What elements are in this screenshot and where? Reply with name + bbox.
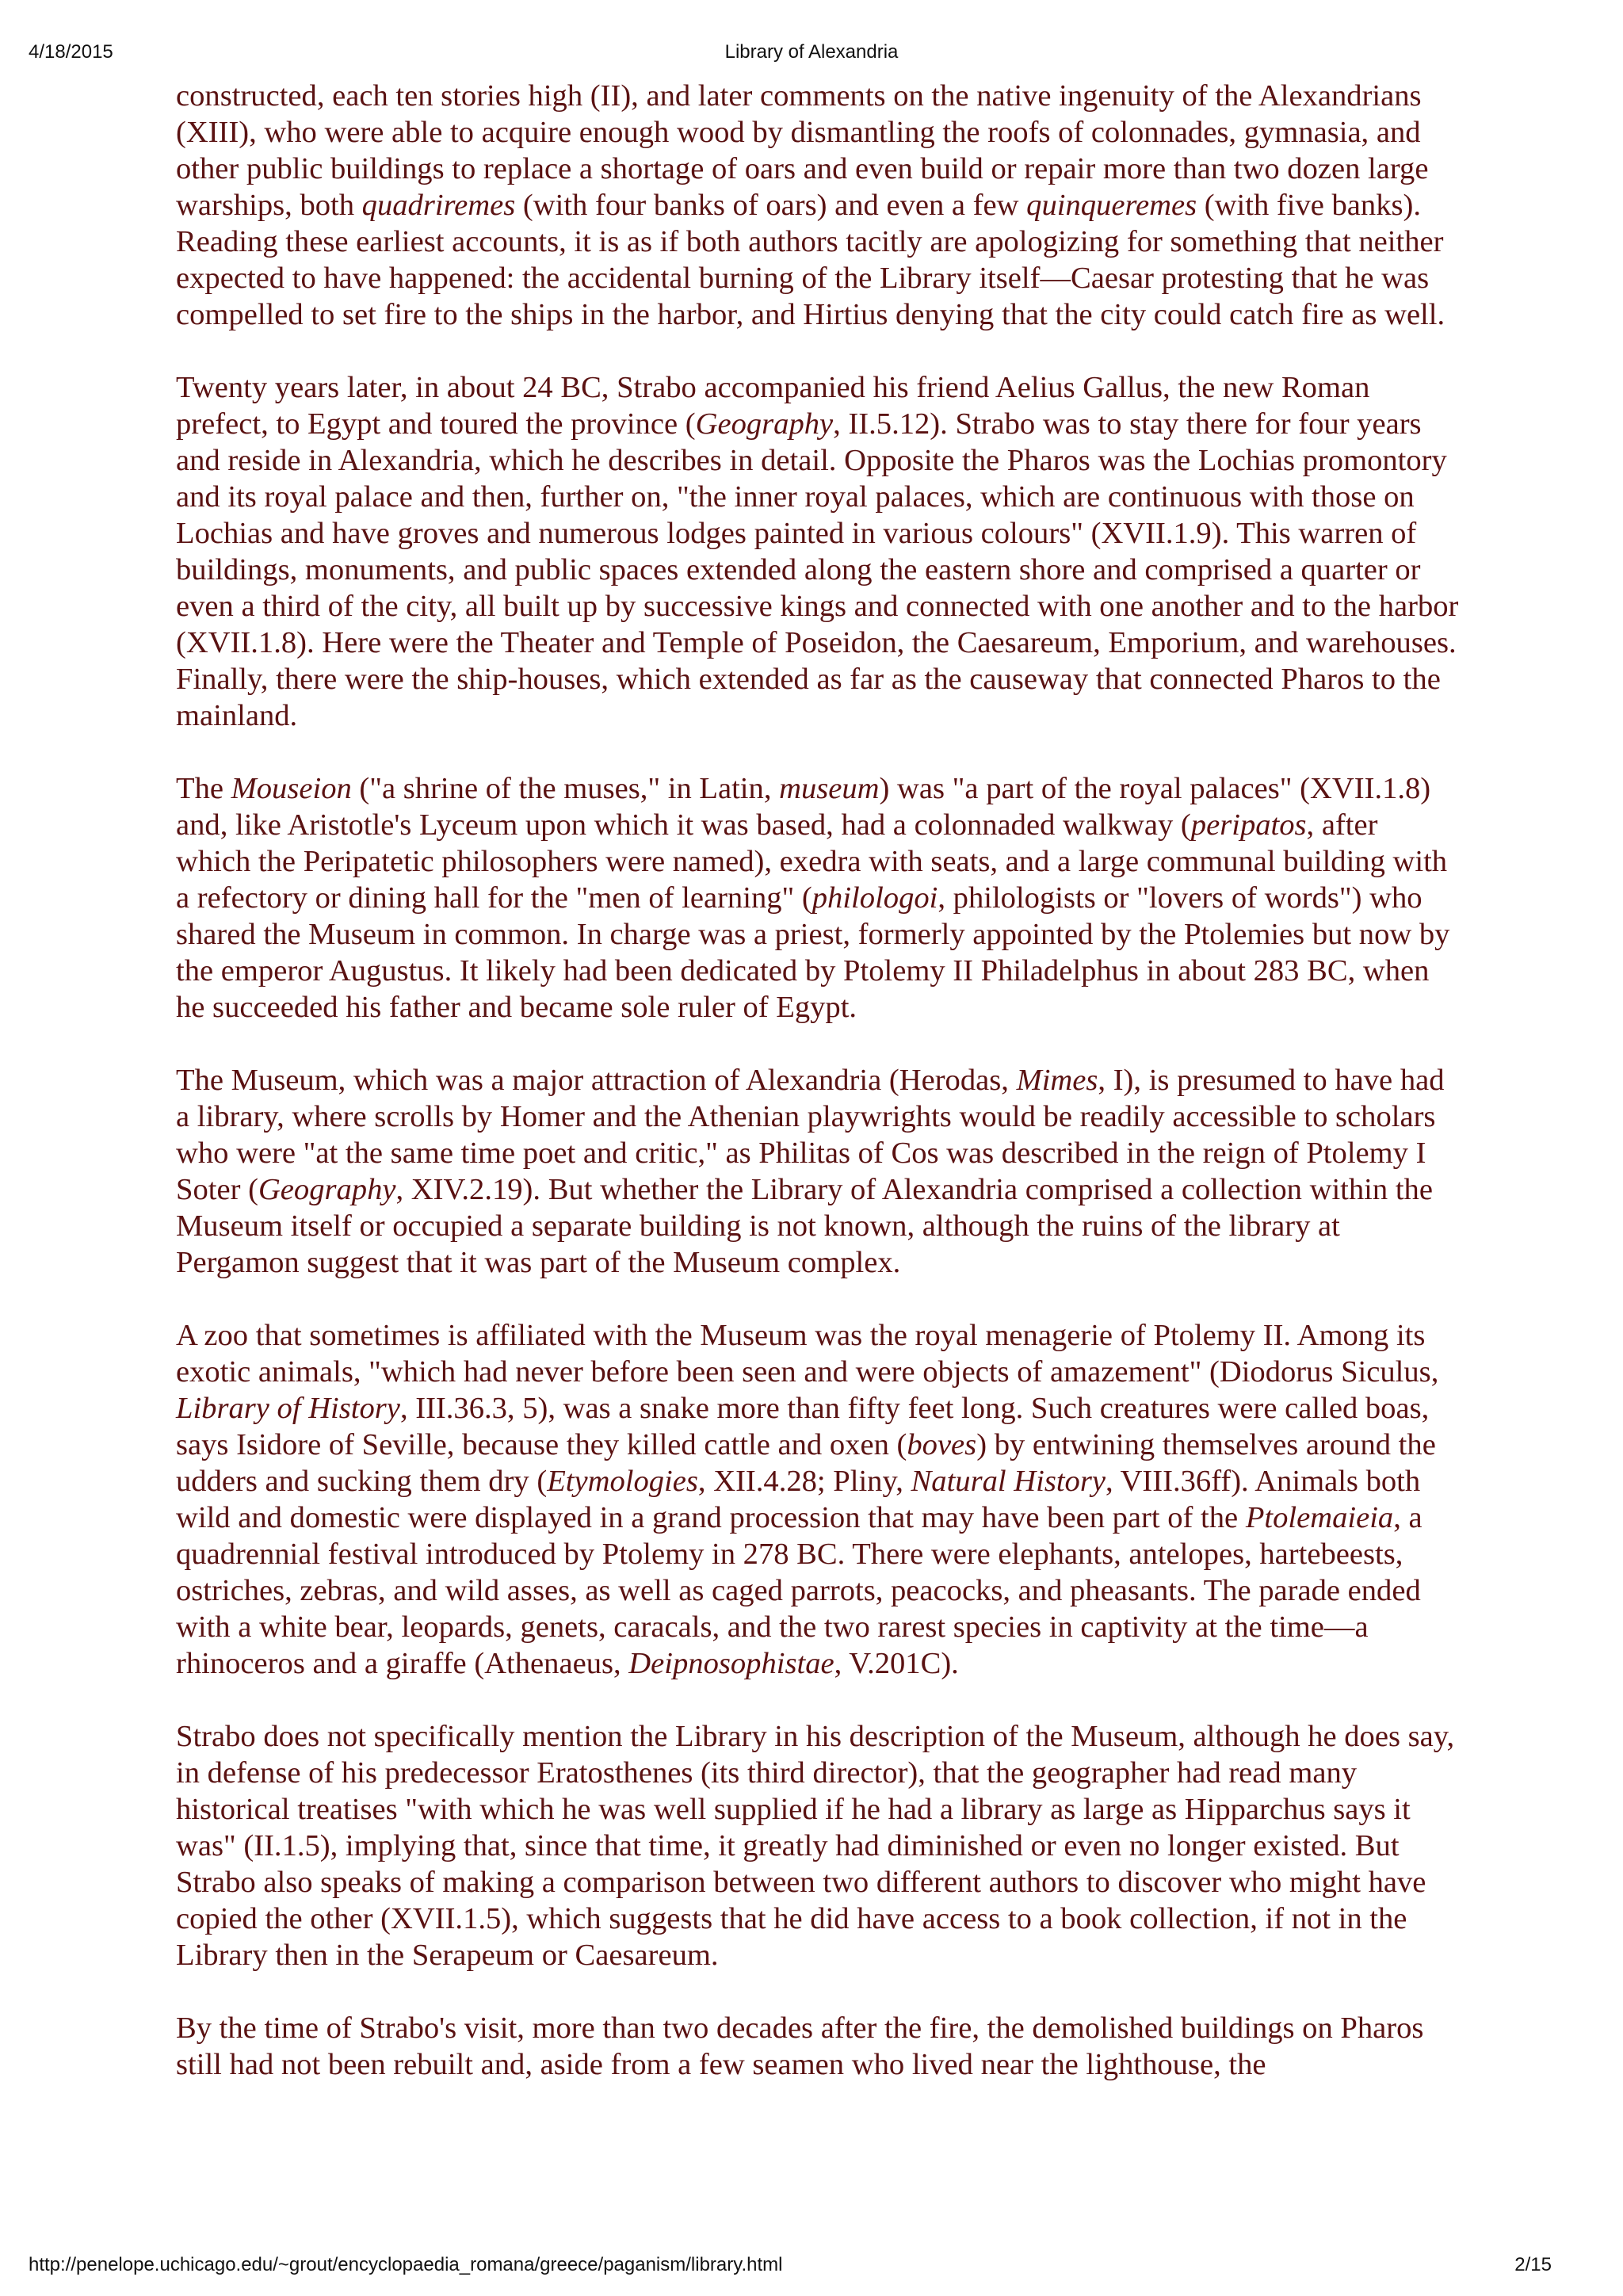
paragraph: The Mouseion ("a shrine of the muses," in Latin, museum) was "a part of the royal palaces" (XVII.1.8) and, like Aristotle's Lyceum upon which it was based, had a colonnaded walkway (peripatos, after which the Peripatetic philosophers were named), exedra with seats, and a large communal building with a refectory or dining hall for the "men of learning" (philologoi, philologists or "lovers of words") who shared the Museum in common. In charge was a priest, formerly appointed by the Ptolemies but now by the emperor Augustus. It likely had been dedicated by Ptolemy II Philadelphus in about 283 BC, when he succeeded his father and became sole ruler of Egypt.: [176, 772, 1450, 1024]
print-date: 4/18/2015: [29, 41, 113, 63]
paragraph: Strabo does not specifically mention the Library in his description of the Museum, although he does say, in defense of his predecessor Eratosthenes (its third director), that the geographer had read many historical treatises "with which he was well supplied if he had a library as large as Hipparchus says it was" (II.1.5), implying that, since that time, it greatly had diminished or even no longer existed. But Strabo also speaks of making a comparison between two different authors to discover who might have copied the other (XVII.1.5), which suggests that he did have access to a book collection, if not in the Library then in the Serapeum or Caesareum.: [176, 1720, 1455, 1972]
article-body: [176, 78, 1460, 2083]
print-header: [0, 41, 1623, 68]
paragraph: The Museum, which was a major attraction of Alexandria (Herodas, Mimes, I), is presumed to have had a library, where scrolls by Homer and the Athenian playwrights would be readily accessible to scholars who were "at the same time poet and critic," as Philitas of Cos was described in the reign of Ptolemy I Soter (Geography, XIV.2.19). But whether the Library of Alexandria comprised a collection within the Museum itself or occupied a separate building is not known, although the ruins of the library at Pergamon suggest that it was part of the Museum complex.: [176, 1064, 1445, 1279]
document-title: Library of Alexandria: [724, 41, 899, 63]
paragraph: Twenty years later, in about 24 BC, Strabo accompanied his friend Aelius Gallus, the new Roman prefect, to Egypt and toured the province (Geography, II.5.12). Strabo was to stay there for four years and reside in Alexandria, which he describes in detail. Opposite the Pharos was the Lochias promontory and its royal palace and then, further on, "the inner royal palaces, which are continuous with those on Lochias and have groves and numerous lodges painted in various colours" (XVII.1.9). This warren of buildings, monuments, and public spaces extended along the eastern shore and comprised a quarter or even a third of the city, all built up by successive kings and connected with one another and to the harbor (XVII.1.8). Here were the Theater and Temple of Poseidon, the Caesareum, Emporium, and warehouses. Finally, there were the ship-houses, which extended as far as the causeway that connected Pharos to the mainland.: [176, 371, 1459, 732]
source-url: http://penelope.uchicago.edu/~grout/encyclopaedia_romana/greece/paganism/library.html: [29, 2254, 783, 2275]
page-number: 2/15: [1514, 2254, 1552, 2275]
paragraph: A zoo that sometimes is affiliated with the Museum was the royal menagerie of Ptolemy II. Among its exotic animals, "which had never before been seen and were objects of amazement" (Diodorus Siculus, Library of History, III.36.3, 5), was a snake more than fifty feet long. Such creatures were called boas, says Isidore of Seville, because they killed cattle and oxen (boves) by entwining themselves around the udders and sucking them dry (Etymologies, XII.4.28; Pliny, Natural History, VIII.36ff). Animals both wild and domestic were displayed in a grand procession that may have been part of the Ptolemaieia, a quadrennial festival introduced by Ptolemy in 278 BC. There were elephants, antelopes, hartebeests, ostriches, zebras, and wild asses, as well as caged parrots, peacocks, and pheasants. The parade ended with a white bear, leopards, genets, caracals, and the two rarest species in captivity at the time—a rhinoceros and a giraffe (Athenaeus, Deipnosophistae, V.201C).: [176, 1319, 1439, 1680]
paragraph: constructed, each ten stories high (II), and later comments on the native ingenuity of the Alexandrians (XIII), who were able to acquire enough wood by dismantling the roofs of colonnades, gymnasia, and other public buildings to replace a shortage of oars and even build or repair more than two dozen large warships, both quadriremes (with four banks of oars) and even a few quinqueremes (with five banks). Reading these earliest accounts, it is as if both authors tacitly are apologizing for something that neither expected to have happened: the accidental burning of the Library itself—Caesar protesting that he was compelled to set fire to the ships in the harbor, and Hirtius denying that the city could catch fire as well.: [176, 79, 1445, 331]
paragraph: By the time of Strabo's visit, more than two decades after the fire, the demolished buildings on Pharos still had not been rebuilt and, aside from a few seamen who lived near the lighthouse, the: [176, 2011, 1424, 2081]
print-footer: [0, 2254, 1623, 2281]
